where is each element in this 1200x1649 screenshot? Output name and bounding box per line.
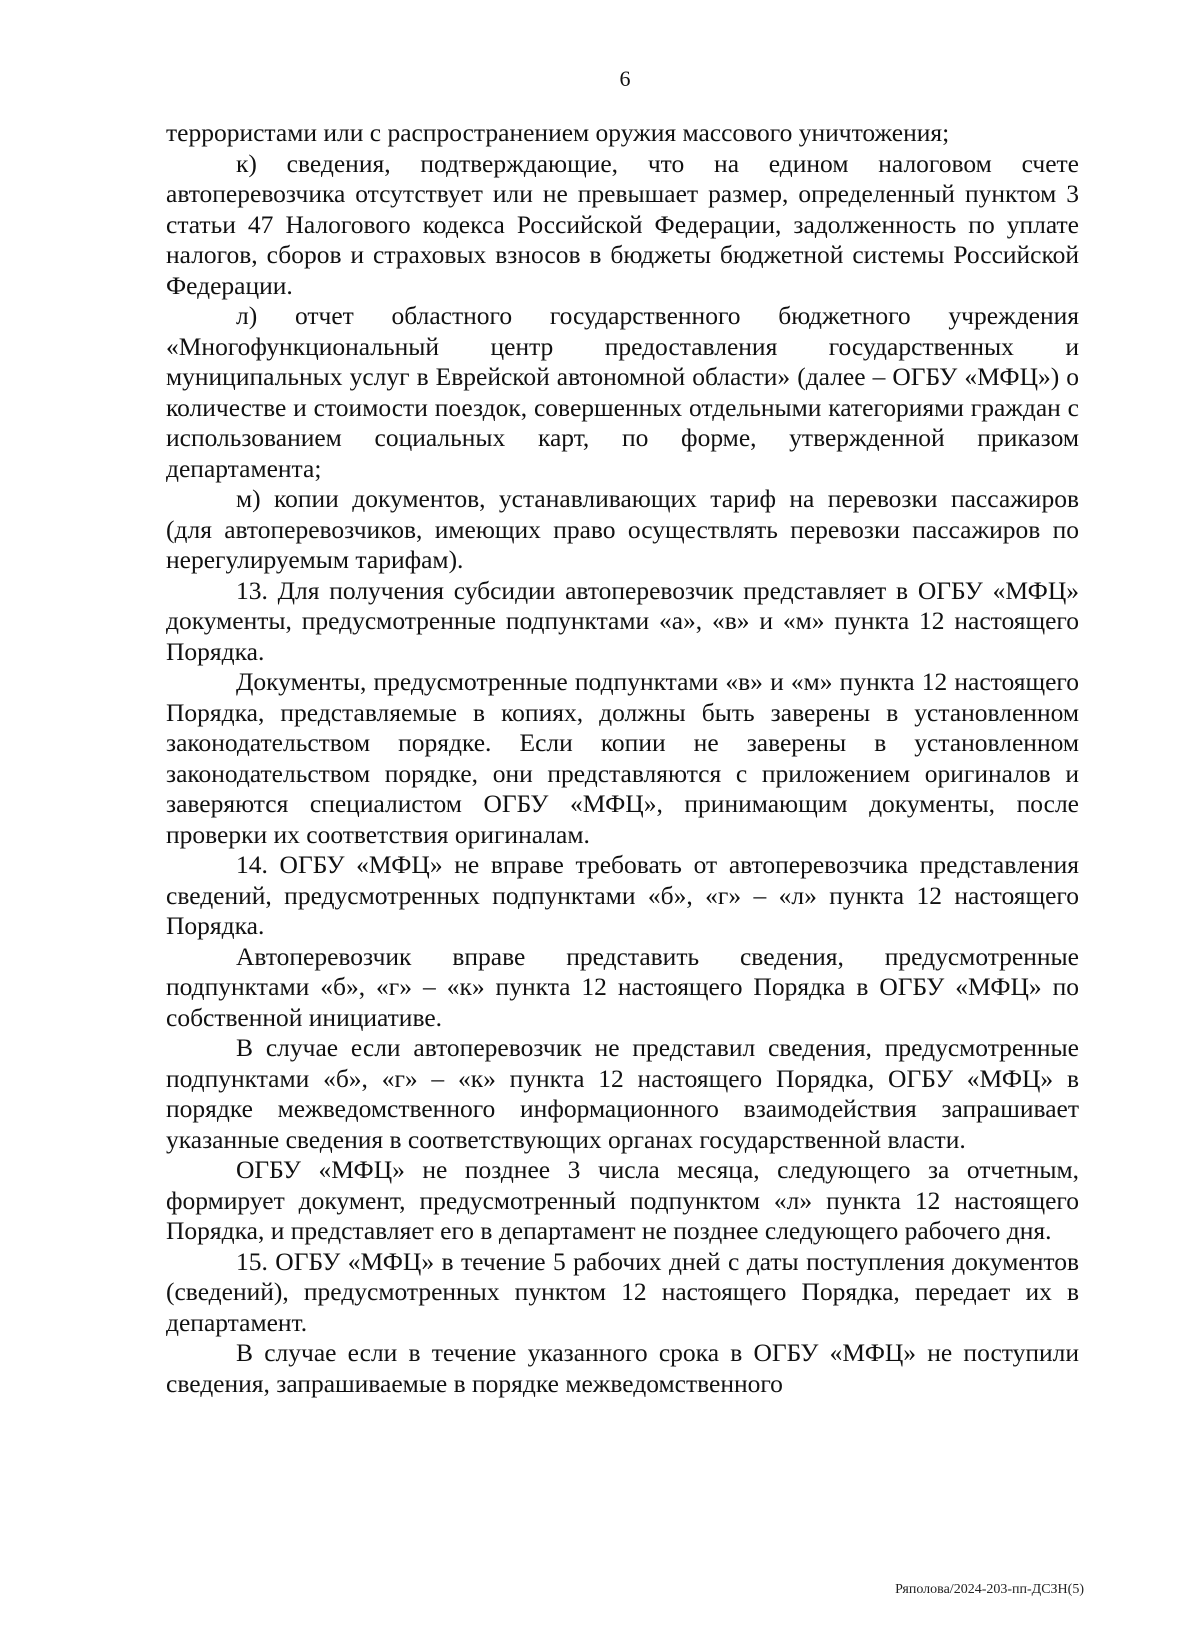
page-number: 6 (619, 66, 631, 91)
paragraph-13: 13. Для получения субсидии автоперевозчик представляет в ОГБУ «МФЦ» документы, предусмотренные подпунктами «а», «в» и «м» пункта 12 настоящего Порядка. (166, 575, 1079, 666)
paragraph-continuation: террористами или с распространением оружия массового уничтожения; (166, 118, 950, 147)
paragraph-15-delay: В случае если в течение указанного срока в ОГБУ «МФЦ» не поступили сведения, запрашиваемые в порядке межведомственного (166, 1338, 1079, 1398)
paragraph-14: 14. ОГБУ «МФЦ» не вправе требовать от автоперевозчика представления сведений, предусмотренных подпунктами «б», «г» – «л» пункта 12 настоящего Порядка. (166, 850, 1079, 940)
paragraph-13-documents: Документы, предусмотренные подпунктами «в» и «м» пункта 12 настоящего Порядка, представляемые в копиях, должны быть заверены в установленном законодательством порядке. Если копии не заверены в установленном законодательством порядке, они представляются с приложением оригиналов и заверяются специалистом ОГБУ «МФЦ», принимающим документы, после проверки их соответствия оригиналам. (166, 667, 1079, 849)
paragraph-14-request: В случае если автоперевозчик не представил сведения, предусмотренные подпунктами «б», «г» – «к» пункта 12 настоящего Порядка, ОГБУ «МФЦ» в порядке межведомственного информационного взаимодействия запрашивает указанные сведения в соответствующих органах государственной власти. (166, 1033, 1079, 1154)
paragraph-item-k: к) сведения, подтверждающие, что на едином налоговом счете автоперевозчика отсутствует или не превышает размер, определенный пунктом 3 статьи 47 Налогового кодекса Российской Федерации, задолженность по уплате налогов, сборов и страховых взносов в бюджеты бюджетной системы Российской Федерации. (166, 148, 1079, 300)
paragraph-14-initiative: Автоперевозчик вправе представить сведения, предусмотренные подпунктами «б», «г» – «к» пункта 12 настоящего Порядка в ОГБУ «МФЦ» по собственной инициативе. (166, 941, 1079, 1032)
paragraph-item-l: л) отчет областного государственного бюджетного учреждения «Многофункциональный центр предоставления государственных и муниципальных услуг в Еврейской автономной области» (далее – ОГБУ «МФЦ») о количестве и стоимости поездок, совершенных отдельными категориями граждан с использованием социальных карт, по форме, утвержденной приказом департамента; (166, 301, 1079, 483)
footer-document-code: Ряполова/2024-203-пп-ДСЗН(5) (895, 1582, 1084, 1597)
paragraph-item-m: м) копии документов, устанавливающих тариф на перевозки пассажиров (для автоперевозчиков, имеющих право осуществлять перевозки пассажиров по нерегулируемым тарифам). (166, 484, 1079, 574)
paragraph-15: 15. ОГБУ «МФЦ» в течение 5 рабочих дней с даты поступления документов (сведений), предусмотренных пунктом 12 настоящего Порядка, передает их в департамент. (166, 1246, 1079, 1337)
paragraph-14-report: ОГБУ «МФЦ» не позднее 3 числа месяца, следующего за отчетным, формирует документ, предусмотренный подпунктом «л» пункта 12 настоящего Порядка, и представляет его в департамент не позднее следующего рабочего дня. (166, 1155, 1079, 1245)
document-body (166, 118, 1079, 1399)
